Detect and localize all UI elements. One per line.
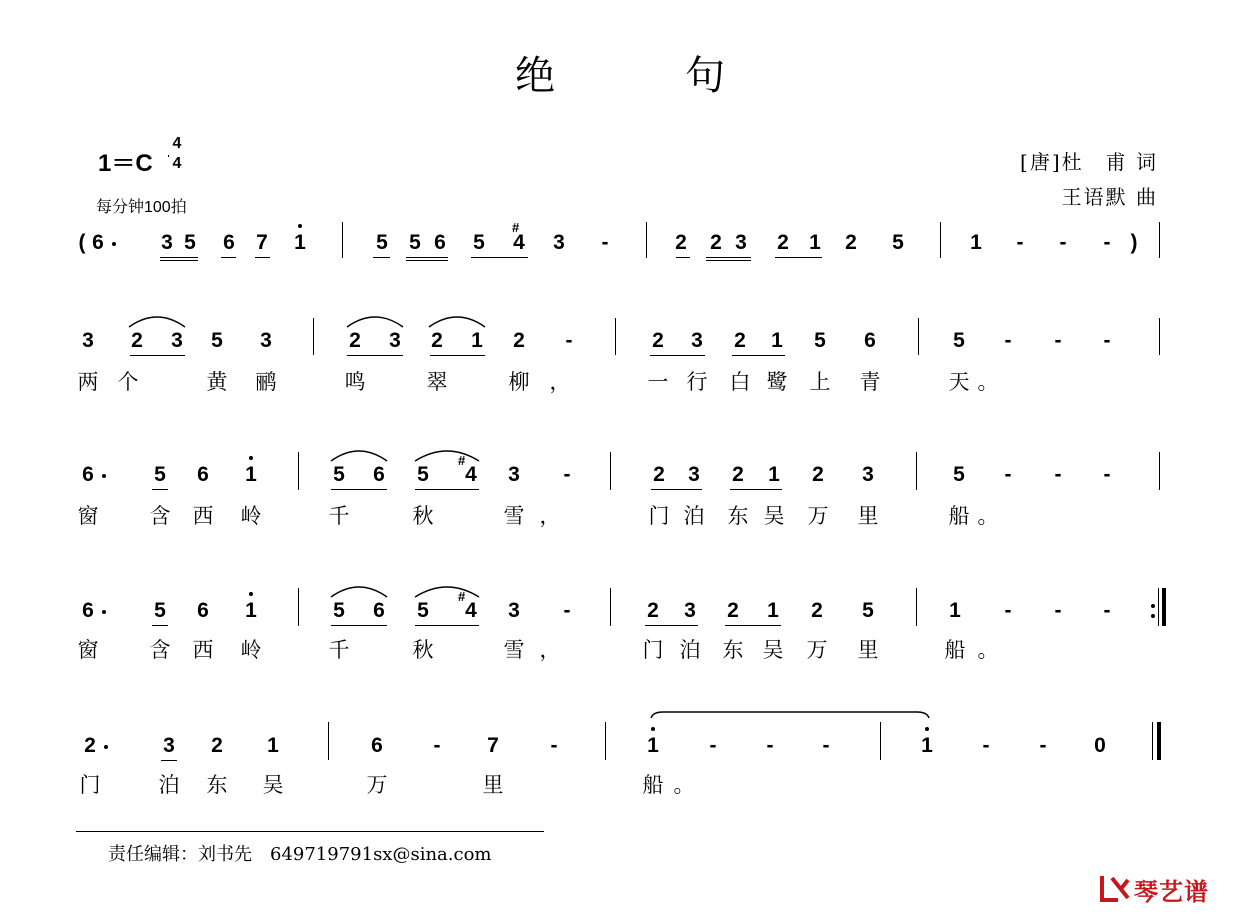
lyric-char: 含 [149, 504, 171, 528]
note: 5 [333, 463, 345, 486]
underline-beam [725, 625, 781, 626]
dash-mark: - [1004, 329, 1012, 352]
augmentation-dot [104, 745, 108, 749]
note: 3 [553, 231, 565, 254]
logo-text: 琴艺谱 [1134, 878, 1209, 906]
underline-beam [255, 257, 270, 258]
bracket-mark: ( [78, 231, 86, 254]
dash-mark: - [1054, 599, 1062, 622]
underline-beam [406, 257, 448, 258]
dash-mark: - [433, 734, 441, 757]
lyric-char: 行 [686, 370, 708, 394]
dash-mark: - [1004, 599, 1012, 622]
barline [918, 318, 919, 355]
dash-mark: - [766, 734, 774, 757]
dash-mark: - [982, 734, 990, 757]
lyric-char: 东 [722, 638, 744, 662]
underline-beam [221, 257, 236, 258]
lyric-char: 东 [727, 504, 749, 528]
note: 6 [371, 734, 383, 757]
augmentation-dot [102, 610, 106, 614]
lyric-char: 白 [729, 370, 751, 394]
logo-mark-icon [1098, 870, 1134, 906]
note: 6 [373, 599, 385, 622]
barline [342, 222, 343, 258]
barline [610, 452, 611, 490]
lyric-char: 吴 [262, 773, 284, 797]
dash-mark: - [1039, 734, 1047, 757]
note: 2 [777, 231, 789, 254]
note: 3 [508, 599, 520, 622]
note: 1 [647, 734, 659, 757]
note: 3 [163, 734, 175, 757]
note: 1 [970, 231, 982, 254]
lyric-char: 秋 [412, 504, 434, 528]
note: 5 [154, 599, 166, 622]
note: 5 [333, 599, 345, 622]
barline [605, 722, 606, 760]
lyric-char: 鹂 [255, 370, 277, 394]
lyric-char: 吴 [762, 638, 784, 662]
underline-beam [471, 257, 528, 258]
note: 6 [92, 231, 104, 254]
note: 1 [771, 329, 783, 352]
underline-beam [415, 489, 479, 490]
slur [331, 451, 387, 461]
lyric-char: 鹭 [766, 370, 788, 394]
lyric-char: 上 [809, 370, 831, 394]
lyric-char: 船 [948, 504, 970, 528]
dash-mark: - [1016, 231, 1024, 254]
lyric-char: 门 [642, 638, 664, 662]
note: 6 [373, 463, 385, 486]
lyric-char: 船 [944, 638, 966, 662]
lyric-char: 两 [77, 370, 99, 394]
note: 3 [82, 329, 94, 352]
note: 5 [473, 231, 485, 254]
bracket-mark: ) [1130, 231, 1138, 254]
lyric-char: 岭 [240, 638, 262, 662]
footer-divider [76, 831, 544, 832]
note: 3 [691, 329, 703, 352]
barline [298, 452, 299, 490]
note: 2 [84, 734, 96, 757]
underline-beam [706, 257, 751, 258]
lyric-char: 万 [806, 638, 828, 662]
underline-beam [732, 355, 785, 356]
slur [347, 317, 403, 327]
lyric-char: 鸣 [344, 370, 366, 394]
octave-dot [298, 224, 302, 228]
underline-beam [331, 489, 387, 490]
note: 2 [732, 463, 744, 486]
lyric-char: 门 [648, 504, 670, 528]
note: 1 [767, 599, 779, 622]
barline [313, 318, 314, 355]
dash-mark: - [1054, 329, 1062, 352]
lyric-char: 岭 [240, 504, 262, 528]
note: 1 [267, 734, 279, 757]
lyric-char: 万 [366, 773, 388, 797]
note: 5 [953, 463, 965, 486]
lyric-char: 。 [673, 773, 695, 797]
dash-mark: - [1103, 329, 1111, 352]
octave-dot [249, 592, 253, 596]
lyric-char: 西 [192, 504, 214, 528]
note: 5 [862, 599, 874, 622]
note: 1 [294, 231, 306, 254]
note: 7 [487, 734, 499, 757]
time-signature-bar [168, 155, 169, 157]
lyric-char: 柳 [508, 370, 530, 394]
note: 3 [735, 231, 747, 254]
note: 5 [953, 329, 965, 352]
underline-beam [650, 355, 705, 356]
dash-mark: - [822, 734, 830, 757]
note: 3 [171, 329, 183, 352]
note: 2 [211, 734, 223, 757]
note: 5 [814, 329, 826, 352]
lyric-char: 翠 [426, 370, 448, 394]
note: 4 [513, 231, 525, 254]
barline [1159, 222, 1160, 258]
note: 2 [513, 329, 525, 352]
note: 6 [434, 231, 446, 254]
note: 0 [1094, 734, 1106, 757]
lyric-char: 窗 [77, 504, 99, 528]
slur [415, 451, 479, 461]
octave-dot [925, 727, 929, 731]
note: 1 [245, 463, 257, 486]
lyric-char: 里 [857, 638, 879, 662]
lyric-char: 东 [206, 773, 228, 797]
slur [429, 317, 485, 327]
dash-mark: - [1004, 463, 1012, 486]
note: 3 [862, 463, 874, 486]
lyric-char: 。 [977, 638, 999, 662]
lyric-char: 。 [977, 370, 999, 394]
note: 3 [260, 329, 272, 352]
note: 5 [417, 463, 429, 486]
note: 3 [161, 231, 173, 254]
lyric-char: 青 [859, 370, 881, 394]
underline-beam [775, 257, 822, 258]
dash-mark: - [709, 734, 717, 757]
dash-mark: - [563, 599, 571, 622]
barline [328, 722, 329, 760]
barline [298, 588, 299, 626]
barline [940, 222, 941, 258]
lyric-char: ， [549, 370, 571, 394]
lyric-char: 雪 [503, 504, 525, 528]
sharp-sign: # [458, 589, 466, 604]
underline-beam [676, 257, 690, 258]
note: 5 [184, 231, 196, 254]
slur [415, 587, 479, 597]
lyric-char: 天 [948, 370, 970, 394]
slur [331, 587, 387, 597]
dash-mark: - [601, 231, 609, 254]
repeat-thick-bar [1162, 588, 1166, 626]
lyric-char: 一 [647, 370, 669, 394]
repeat-thin-bar [1158, 588, 1159, 626]
lyric-char: ， [539, 504, 561, 528]
lyric-char: 门 [79, 773, 101, 797]
note: 1 [471, 329, 483, 352]
octave-dot [651, 727, 655, 731]
dash-mark: - [1103, 599, 1111, 622]
note: 6 [864, 329, 876, 352]
dash-mark: - [565, 329, 573, 352]
note: 3 [684, 599, 696, 622]
underline-beam [130, 355, 185, 356]
song-title: 绝句 [515, 53, 855, 99]
lyric-char: 吴 [763, 504, 785, 528]
note: 2 [652, 329, 664, 352]
repeat-dot [1151, 614, 1155, 618]
lyric-char: 泊 [683, 504, 705, 528]
time-signature [168, 134, 186, 174]
note: 2 [653, 463, 665, 486]
final-thin-bar [1152, 722, 1153, 760]
underline-beam [331, 625, 387, 626]
note: 1 [245, 599, 257, 622]
note: 1 [768, 463, 780, 486]
underline-beam [373, 257, 390, 258]
barline [610, 588, 611, 626]
underline-beam [730, 489, 782, 490]
note: 5 [154, 463, 166, 486]
underline-beam [706, 260, 751, 261]
barline [916, 452, 917, 490]
note: 1 [809, 231, 821, 254]
note: 6 [82, 599, 94, 622]
barline [1159, 452, 1160, 490]
dash-mark: - [1059, 231, 1067, 254]
sharp-sign: # [512, 220, 520, 235]
note: 5 [376, 231, 388, 254]
underline-beam [160, 257, 198, 258]
note: 2 [845, 231, 857, 254]
note: 2 [647, 599, 659, 622]
note: 5 [417, 599, 429, 622]
lyric-char: 千 [328, 638, 350, 662]
note: 3 [389, 329, 401, 352]
note: 7 [256, 231, 268, 254]
underline-beam [152, 489, 168, 490]
lyric-char: 西 [192, 638, 214, 662]
note: 5 [409, 231, 421, 254]
note: 6 [197, 463, 209, 486]
tempo-marking: 每分钟100拍 [96, 199, 187, 216]
underline-beam [152, 625, 168, 626]
note: 1 [921, 734, 933, 757]
note: 2 [727, 599, 739, 622]
barline [615, 318, 616, 355]
dash-mark: - [550, 734, 558, 757]
lyric-char: 雪 [503, 638, 525, 662]
note: 1 [949, 599, 961, 622]
lyric-char: 千 [328, 504, 350, 528]
note: 5 [892, 231, 904, 254]
lyric-char: 泊 [158, 773, 180, 797]
composer-credit: 王语默 曲 [1061, 185, 1158, 209]
underline-beam [415, 625, 479, 626]
underline-beam [651, 489, 702, 490]
underline-beam [161, 760, 177, 761]
final-thick-bar [1157, 722, 1161, 760]
note: 3 [508, 463, 520, 486]
note: 2 [675, 231, 687, 254]
key-signature: 1＝C [98, 150, 153, 177]
lyric-char: 泊 [679, 638, 701, 662]
octave-dot [249, 456, 253, 460]
tie [651, 712, 929, 718]
lyric-char: 窗 [77, 638, 99, 662]
underline-beam [160, 260, 198, 261]
lyric-char: 。 [977, 504, 999, 528]
barline [1159, 318, 1160, 355]
lyric-char: 里 [482, 773, 504, 797]
lyric-char: 万 [807, 504, 829, 528]
time-signature-bottom: 4 [172, 155, 182, 172]
lyric-char: ， [539, 638, 561, 662]
note: 2 [131, 329, 143, 352]
slur [129, 317, 185, 327]
note: 2 [812, 463, 824, 486]
note: 2 [710, 231, 722, 254]
note: 2 [811, 599, 823, 622]
note: 2 [349, 329, 361, 352]
note: 6 [223, 231, 235, 254]
lyricist-credit: [唐]杜 甫 词 [1020, 150, 1158, 174]
note: 5 [211, 329, 223, 352]
time-signature-top: 4 [172, 135, 182, 152]
note: 2 [431, 329, 443, 352]
underline-beam [406, 260, 448, 261]
note: 6 [197, 599, 209, 622]
note: 4 [465, 463, 477, 486]
underline-beam [645, 625, 698, 626]
lyric-char: 含 [149, 638, 171, 662]
underline-beam [430, 355, 485, 356]
dash-mark: - [1103, 463, 1111, 486]
note: 2 [734, 329, 746, 352]
site-logo[interactable] [1098, 870, 1226, 906]
lyric-char: 黄 [206, 370, 228, 394]
lyric-char: 秋 [412, 638, 434, 662]
barline [880, 722, 881, 760]
dash-mark: - [1103, 231, 1111, 254]
sharp-sign: # [458, 453, 466, 468]
lyric-char: 个 [117, 370, 139, 394]
barline [646, 222, 647, 258]
barline [916, 588, 917, 626]
augmentation-dot [102, 474, 106, 478]
underline-beam [347, 355, 403, 356]
lyric-char: 船 [642, 773, 664, 797]
augmentation-dot [112, 242, 116, 246]
editor-credit: 责任编辑：刘书先 649719791sx@sina.com [108, 844, 492, 865]
note: 4 [465, 599, 477, 622]
dash-mark: - [1054, 463, 1062, 486]
note: 3 [688, 463, 700, 486]
note: 6 [82, 463, 94, 486]
dash-mark: - [563, 463, 571, 486]
repeat-dot [1151, 604, 1155, 608]
lyric-char: 里 [857, 504, 879, 528]
